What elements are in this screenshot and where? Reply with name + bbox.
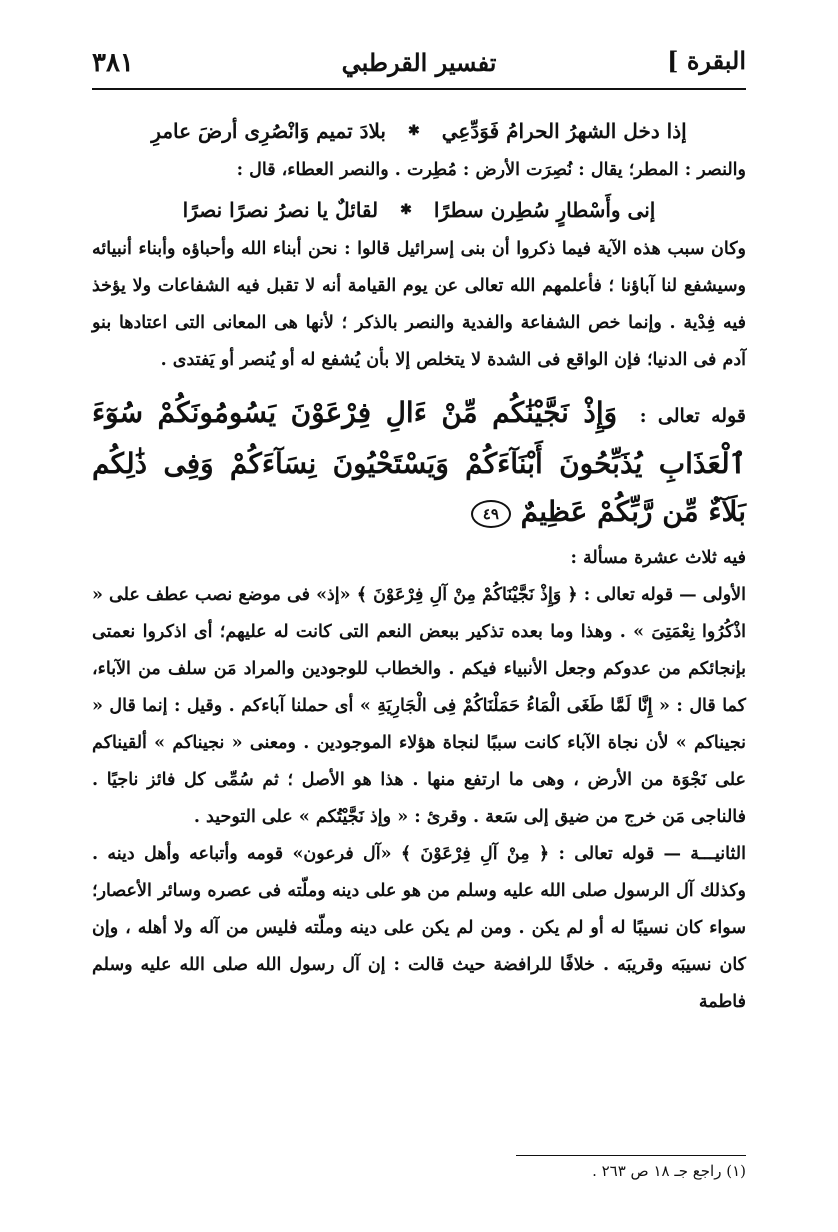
footnote-divider xyxy=(516,1155,746,1156)
surah-name: البقرة ] xyxy=(667,46,746,75)
verse-text: وَإِذْ نَجَّيْنَٰكُم مِّنْ ءَالِ فِرْعَوْنَ يَسُومُونَكُمْ سُوٓءَ ٱلْعَذَابِ يُذَبِّحُونَ أَبْنَآءَكُمْ وَيَسْتَحْيُونَ نِسَآءَكُمْ وَفِى ذَٰلِكُم بَلَآءٌ مِّن رَّبِّكُمْ عَظِيمٌ xyxy=(92,396,746,528)
paragraph-reason: وكان سبب هذه الآية فيما ذكروا أن بنى إسرائيل قالوا : نحن أبناء الله وأحباؤه وأبناء أنبيائه وسيشفع لنا آباؤنا ؛ فأعلمهم الله تعالى عن يوم القيامة أنه لا تقبل فيه الشفاعات ولا يؤخذ فيه فِدْية . وإنما خص الشفاعة والفدية والنصر بالذكر ؛ لأنها هى المعانى التى اعتادها بنو آدم فى الدنيا؛ فإن الواقع فى الشدة لا يتخلص إلا بأن يُشفع له أو يُنصر أو يَفتدى . xyxy=(92,239,746,370)
poem-hemistich-right: إنى وأَسْطارٍ سُطِرن سطرًا xyxy=(433,198,656,222)
verse-number-marker: ٤٩ xyxy=(471,500,511,528)
poem-hemistich-right: إذا دخل الشهرُ الحرامُ فَوَدِّعِي xyxy=(441,119,687,143)
page-header xyxy=(92,40,746,90)
star-separator-icon: ✱ xyxy=(408,123,420,139)
verse-intro: قوله تعالى : xyxy=(639,405,746,427)
page-number: ٣٨١ xyxy=(92,48,134,78)
poem-hemistich-left: بلادَ تميم وَانْصُرِى أرضَ عامرِ xyxy=(151,119,386,143)
page-body xyxy=(92,110,746,1021)
poem-line-2 xyxy=(92,189,746,231)
masail-intro: فيه ثلاث عشرة مسألة : xyxy=(570,548,746,568)
paragraph-second-issue: الثانيـــة — قوله تعالى : ﴿ مِنْ آلِ فِرْعَوْنَ ﴾ «آل فرعون» قومه وأتباعه وأهل دينه . وكذلك آل الرسول صلى الله عليه وسلم من هو على دينه وملّته فى عصره وسائر الأعصار؛ سواء كان نسيبًا له أو لم يكن . ومن لم يكن على دينه وملّته فليس من آله ولا أهله ، وإن كان نسيبَه وقريبَه . خلافًا للرافضة حيث قالت : إن آل رسول الله صلى الله عليه وسلم فاطمة xyxy=(92,844,746,1012)
paragraph-nasr-definition: والنصر : المطر؛ يقال : نُصِرَت الأرض : مُطِرت . والنصر العطاء، قال : xyxy=(236,160,746,180)
star-separator-icon: ✱ xyxy=(400,202,412,218)
book-title: تفسير القرطبي xyxy=(341,48,497,77)
quran-verse xyxy=(92,389,746,536)
poem-hemistich-left: لقائلٌ يا نصرُ نصرًا نصرًا xyxy=(182,198,379,222)
book-page xyxy=(92,40,746,1180)
paragraph-first-issue: الأولى — قوله تعالى : ﴿ وَإِذْ نَجَّيْنَاكُمْ مِنْ آلِ فِرْعَوْنَ ﴾ «إذ» فى موضع نصب عطف على « اذْكُرُوا نِعْمَتِىَ » . وهذا وما بعده تذكير ببعض النعم التى كانت له عليهم؛ أى اذكروا نعمتى بإنجائكم من عدوكم وجعل الأنبياء فيكم . والخطاب للوجودين والمراد مَن سلف من الآباء، كما قال : « إِنَّا لَمَّا طَغَى الْمَاءُ حَمَلْنَاكُمْ فِى الْجَارِيَةِ » أى حملنا آباءكم . وقيل : إنما قال « نجيناكم » لأن نجاة الآباء كانت سببًا لنجاة هؤلاء الموجودين . ومعنى « نجيناكم » ألقيناكم على نَجْوَة من الأرض ، وهى ما ارتفع منها . هذا هو الأصل ؛ ثم سُمِّى كل فائز ناجيًا . فالناجى مَن خرج من ضيق إلى سَعة . وقرئ : « وإذ نَجَّيْتُكم » على التوحيد . xyxy=(92,585,746,827)
poem-line-1 xyxy=(92,110,746,152)
footnote: (١) راجع جـ ١٨ ص ٢٦٣ . xyxy=(592,1162,746,1180)
